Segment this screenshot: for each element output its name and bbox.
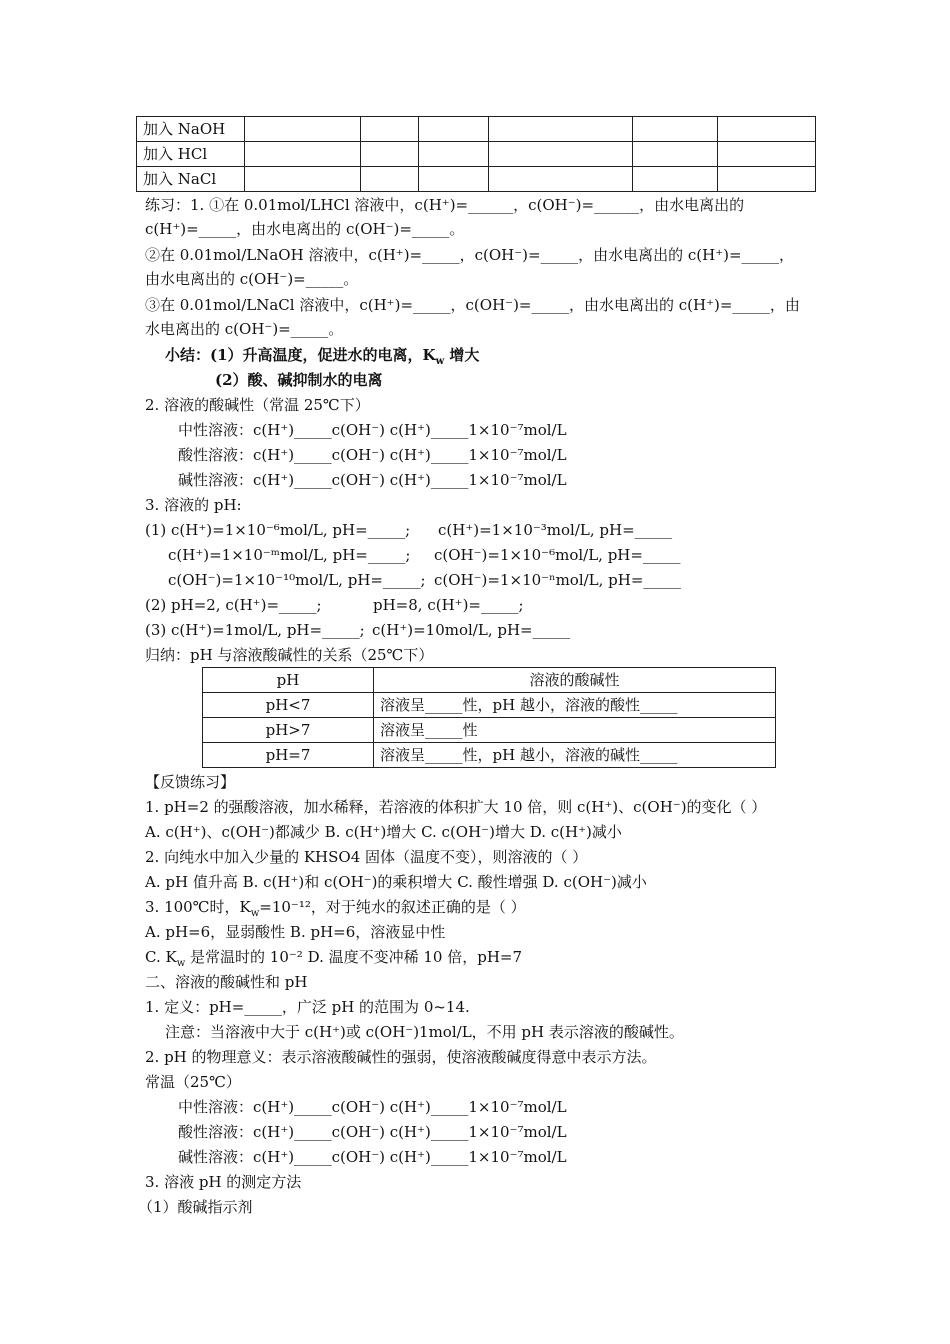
practice-1b: c(H⁺)=_____，由水电离出的 c(OH⁻)=_____。 — [145, 220, 465, 238]
part2-definition: 1. 定义：pH=_____，广泛 pH 的范围为 0~14. — [145, 998, 470, 1016]
section3-r4a: (2) pH=2, c(H⁺)=_____; — [145, 596, 322, 614]
feedback-q1-options: A. c(H⁺)、c(OH⁻)都减少 B. c(H⁺)增大 C. c(OH⁻)增大 D. c(H⁺)减小 — [145, 823, 622, 841]
part2-meaning: 2. pH 的物理意义：表示溶液酸碱性的强弱，使溶液酸碱度得意中表示方法。 — [145, 1048, 657, 1066]
table-row — [137, 117, 816, 142]
table-row: pH=7 溶液呈_____性，pH 越小，溶液的碱性_____ — [203, 743, 776, 768]
row-label: 加入 HCl — [137, 142, 245, 167]
part2-neutral: 中性溶液：c(H⁺)_____c(OH⁻) c(H⁺)_____1×10⁻⁷mol/L — [178, 1098, 567, 1116]
summary-2: (2）酸、碱抑制水的电离 — [215, 371, 383, 389]
header-acidity: 溶液的酸碱性 — [374, 668, 776, 693]
section2-basic: 碱性溶液：c(H⁺)_____c(OH⁻) c(H⁺)_____1×10⁻⁷mol/L — [178, 471, 567, 489]
section3-r4b: pH=8, c(H⁺)=_____; — [373, 596, 524, 614]
section2-title: 2. 溶液的酸碱性（常温 25℃下） — [145, 396, 370, 414]
table-row — [137, 167, 816, 192]
feedback-q2: 2. 向纯水中加入少量的 KHSO4 固体（温度不变），则溶液的（ ） — [145, 848, 588, 866]
table-header-row — [203, 668, 776, 693]
section3-r1b: c(H⁺)=1×10⁻³mol/L, pH=_____ — [438, 521, 673, 539]
section3-r3b: c(OH⁻)=1×10⁻ⁿmol/L, pH=_____ — [434, 571, 681, 589]
feedback-title: 【反馈练习】 — [145, 773, 236, 791]
practice-3a: ③在 0.01mol/LNaCl 溶液中，c(H⁺)=_____，c(OH⁻)=_____，由水电离出的 c(H⁺)=_____，由 — [145, 296, 800, 314]
practice-1a: 练习：1. ①在 0.01mol/LHCl 溶液中，c(H⁺)=______，c(OH⁻)=______，由水电离出的 — [145, 196, 745, 214]
table-row — [137, 142, 816, 167]
feedback-q3-options-a: A. pH=6，显弱酸性 B. pH=6，溶液显中性 — [145, 923, 446, 941]
practice-3b: 水电离出的 c(OH⁻)=_____。 — [145, 320, 344, 338]
table-row: pH<7 溶液呈_____性，pH 越小，溶液的酸性_____ — [203, 693, 776, 718]
conclusion-title: 归纳：pH 与溶液酸碱性的关系（25℃下） — [145, 646, 434, 664]
section3-r2a: c(H⁺)=1×10⁻ᵐmol/L, pH=_____; — [168, 546, 411, 564]
part2-note: 注意：当溶液中大于 c(H⁺)或 c(OH⁻)1mol/L，不用 pH 表示溶液的酸碱性。 — [165, 1023, 684, 1041]
feedback-q3-options-b: C. $K_w$ 是常温时的 10⁻² D. 温度不变冲稀 10 倍，pH=7 — [145, 948, 523, 969]
feedback-q1: 1. pH=2 的强酸溶液，加水稀释，若溶液的体积扩大 10 倍，则 c(H⁺)、c(OH⁻)的变化（ ） — [145, 798, 767, 816]
summary-1: 小结：(1）升高温度，促进水的电离，$K_w$ 增大 — [165, 346, 480, 367]
part2-normal-temp: 常温（25℃） — [145, 1073, 241, 1091]
section2-neutral: 中性溶液：c(H⁺)_____c(OH⁻) c(H⁺)_____1×10⁻⁷mol/L — [178, 421, 567, 439]
section3-r1a: (1) c(H⁺)=1×10⁻⁶mol/L, pH=_____; — [145, 521, 411, 539]
section3-title: 3. 溶液的 pH: — [145, 496, 242, 514]
table-row: pH>7 溶液呈_____性 — [203, 718, 776, 743]
practice-2a: ②在 0.01mol/LNaOH 溶液中，c(H⁺)=_____，c(OH⁻)=_____，由水电离出的 c(H⁺)=_____， — [145, 246, 795, 264]
row-label: 加入 NaCl — [137, 167, 245, 192]
part2-acidic: 酸性溶液：c(H⁺)_____c(OH⁻) c(H⁺)_____1×10⁻⁷mol/L — [178, 1123, 567, 1141]
section3-r5a: (3) c(H⁺)=1mol/L, pH=_____; — [145, 621, 365, 639]
ph-table — [202, 667, 776, 768]
practice-2b: 由水电离出的 c(OH⁻)=_____。 — [145, 270, 359, 288]
top-table — [136, 116, 816, 192]
header-ph: pH — [203, 668, 374, 693]
feedback-q3: 3. 100℃时，$K_w=10^{-12}$，对于纯水的叙述正确的是（ ） — [145, 898, 526, 919]
feedback-q2-options: A. pH 值升高 B. c(H⁺)和 c(OH⁻)的乘积增大 C. 酸性增强 D. c(OH⁻)减小 — [145, 873, 647, 891]
section2-acidic: 酸性溶液：c(H⁺)_____c(OH⁻) c(H⁺)_____1×10⁻⁷mol/L — [178, 446, 567, 464]
part2-title: 二、溶液的酸碱性和 pH — [145, 973, 308, 991]
part2-basic: 碱性溶液：c(H⁺)_____c(OH⁻) c(H⁺)_____1×10⁻⁷mol/L — [178, 1148, 567, 1166]
section3-r3a: c(OH⁻)=1×10⁻¹⁰mol/L, pH=_____; — [168, 571, 426, 589]
section3-r2b: c(OH⁻)=1×10⁻⁶mol/L, pH=_____ — [434, 546, 681, 564]
row-label: 加入 NaOH — [137, 117, 245, 142]
section3-r5b: c(H⁺)=10mol/L, pH=_____ — [372, 621, 571, 639]
part2-indicator: （1）酸碱指示剂 — [138, 1198, 253, 1216]
part2-method: 3. 溶液 pH 的测定方法 — [145, 1173, 302, 1191]
